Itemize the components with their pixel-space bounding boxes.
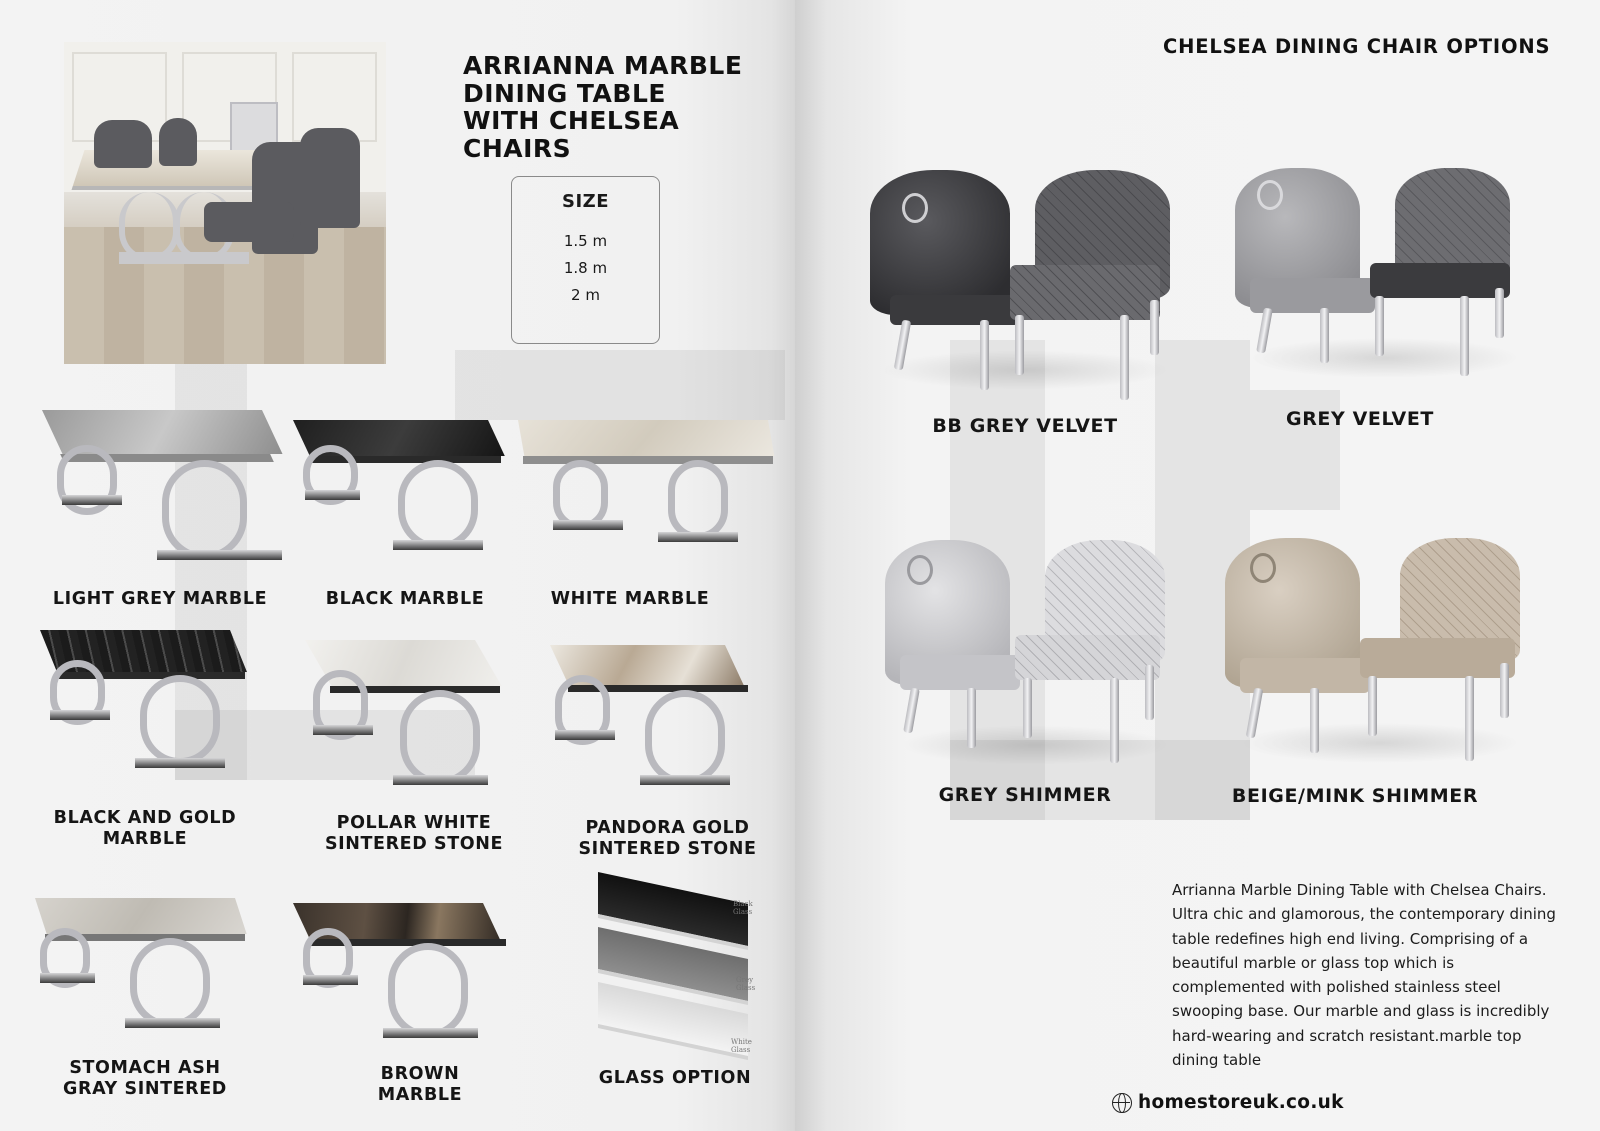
size-value: 1.8 m — [563, 259, 608, 277]
table-image-pandora-gold-sintered-stone — [550, 645, 755, 805]
chair-image-bb-grey-velvet — [860, 165, 1180, 405]
table-label: BLACK AND GOLD MARBLE — [53, 808, 237, 849]
chair-label: GREY VELVET — [1286, 408, 1434, 430]
table-image-light-grey-marble — [42, 410, 272, 570]
table-label: PANDORA GOLD SINTERED STONE — [578, 818, 757, 859]
chair-options-title: CHELSEA DINING CHAIR OPTIONS — [1163, 35, 1551, 58]
globe-icon — [1112, 1093, 1132, 1113]
product-title: ARRIANNA MARBLE DINING TABLE WITH CHELSEA CHAIRS — [463, 51, 743, 163]
watermark-logo-top — [455, 350, 785, 420]
glass-tag: Grey Glass — [736, 976, 756, 992]
table-label: GLASS OPTION — [598, 1068, 752, 1088]
size-value: 2 m — [571, 286, 600, 304]
table-label: LIGHT GREY MARBLE — [52, 589, 268, 609]
table-label: BROWN MARBLE — [377, 1064, 463, 1105]
table-image-black-and-gold-marble — [40, 630, 250, 780]
table-image-black-marble — [293, 420, 508, 560]
table-image-brown-marble — [293, 903, 518, 1053]
left-page — [0, 0, 795, 1131]
size-value: 1.5 m — [563, 232, 608, 250]
size-box — [511, 176, 660, 344]
glass-tag: Black Glass — [733, 900, 753, 916]
table-label: POLLAR WHITE SINTERED STONE — [324, 813, 504, 854]
chair-label: GREY SHIMMER — [938, 784, 1112, 806]
table-label: WHITE MARBLE — [550, 589, 710, 609]
chair-image-grey-shimmer — [880, 540, 1180, 775]
glass-tag: White Glass — [731, 1038, 752, 1054]
glass-options-image — [598, 888, 770, 1058]
size-label: SIZE — [561, 191, 609, 212]
table-label: STOMACH ASH GRAY SINTERED — [63, 1058, 227, 1099]
website-link[interactable]: homestoreuk.co.uk — [1138, 1092, 1344, 1113]
website-footer[interactable] — [1112, 1092, 1344, 1113]
chair-label: BB GREY VELVET — [932, 415, 1118, 437]
table-image-pollar-white-sintered-stone — [305, 640, 510, 800]
hero-room-photo — [64, 42, 386, 364]
chair-label: BEIGE/MINK SHIMMER — [1231, 785, 1479, 807]
table-image-white-marble — [518, 420, 773, 560]
product-description: Arrianna Marble Dining Table with Chelsea Chairs. Ultra chic and glamorous, the contemporary dining table redefines high end living. Comprising of a beautiful marble or glass top which is complemented with polished stainless steel swooping base. Our marble and glass is incredibly hard-wearing and scratch resistant.marble top dining table — [1172, 881, 1556, 1070]
chair-image-beige-mink-shimmer — [1220, 538, 1535, 773]
chair-image-grey-velvet — [1230, 168, 1530, 393]
table-image-stomach-ash-gray-sintered — [35, 898, 250, 1048]
table-label: BLACK MARBLE — [325, 589, 485, 609]
